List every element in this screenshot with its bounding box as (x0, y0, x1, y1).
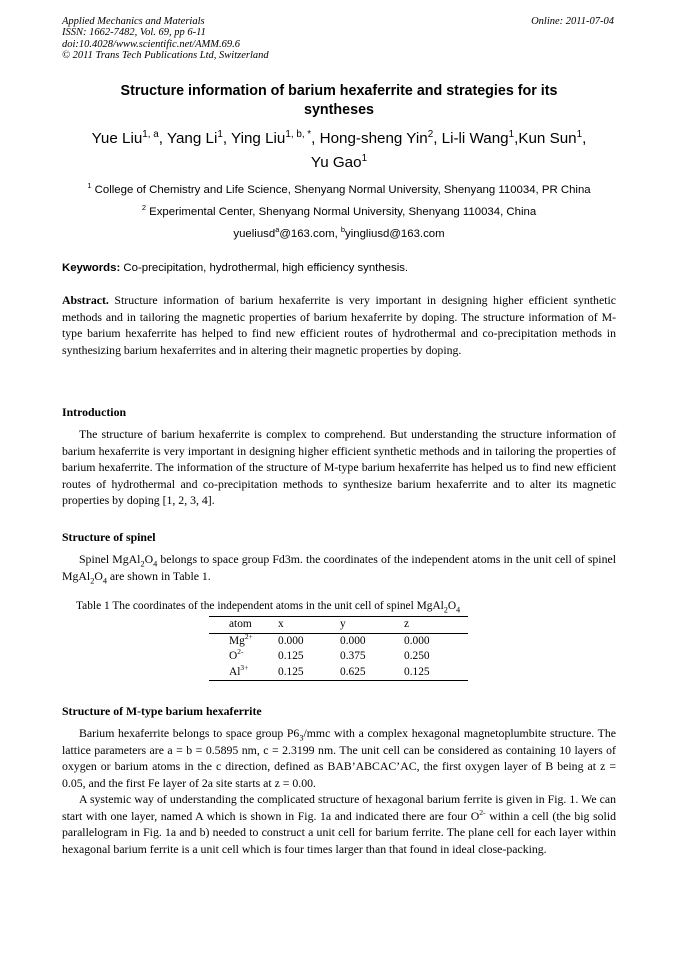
title-line-1: Structure information of barium hexaferrite and strategies for its (120, 83, 558, 99)
header-z: z (404, 618, 410, 630)
table-row (209, 662, 468, 681)
author: Yue Liu$^{1, a}$, (91, 128, 167, 147)
copyright-line: © 2011 Trans Tech Publications Ltd, Switzerland (62, 50, 269, 62)
header-y: y (340, 618, 346, 630)
atom-cell: $Al^{3+}$ (229, 662, 249, 678)
atom-cell: $O^{2-}$ (229, 647, 244, 662)
introduction-heading: Introduction (62, 405, 127, 419)
title-line-2: syntheses (304, 102, 374, 118)
z-cell: 0.250 (404, 650, 430, 662)
abstract (62, 292, 616, 358)
author: Yang Li$^1$, (166, 128, 232, 147)
y-cell: 0.000 (340, 634, 366, 647)
author: Ying Liu$^{1, b, *}$, (231, 128, 320, 147)
journal-name: Applied Mechanics and Materials (62, 16, 205, 27)
x-cell: 0.125 (278, 665, 304, 678)
issn-line: ISSN: 1662-7482, Vol. 69, pp 6-11 (62, 27, 206, 39)
author: Hong-sheng Yin$^2$, (319, 128, 442, 147)
header-x: x (278, 618, 284, 630)
journal-header (62, 16, 269, 62)
abstract-text: Structure information of barium hexaferrite is very important in designing higher efficient synthetic methods and in tailoring the magnetic properties of barium hexaferrite by doping. The structure information of M-type barium hexaferrite has helped to find new efficient routes of hydrothermal and co-precipitation methods in synthesizing barium hexaferrites and in altering their magnetic properties by doping. (62, 293, 616, 357)
affiliation-2: $^2$ Experimental Center, Shenyang Normal University, Shenyang 110034, China (141, 203, 537, 218)
spinel-heading: Structure of spinel (62, 530, 156, 544)
header-atom: atom (229, 618, 252, 630)
author-emails: yueliusd$^a$@163.com, $^b$yingliusd@163.com (233, 225, 445, 240)
table-caption: Table 1 The coordinates of the independent atoms in the unit cell of spinel $MgAl_2O_4$ (76, 600, 461, 615)
affiliation-1: $^1$ College of Chemistry and Life Science, Shenyang Normal University, Shenyang 110034, PR China (87, 181, 591, 196)
author-list (62, 127, 616, 175)
y-cell: 0.625 (340, 665, 366, 678)
y-cell: 0.375 (340, 650, 366, 662)
z-cell: 0.000 (404, 634, 430, 647)
x-cell: 0.000 (278, 634, 304, 647)
atom-cell: $Mg^{2+}$ (229, 631, 253, 647)
table-row (209, 631, 468, 650)
mtype-heading: Structure of M-type barium hexaferrite (62, 704, 262, 718)
spinel-text: Spinel $MgAl_2O_4$ belongs to space group Fd3m. the coordinates of the independent atoms in the unit cell of spinel $MgAl_2O_4$ are shown in Table 1. (62, 552, 616, 585)
x-cell: 0.125 (278, 650, 304, 662)
introduction-text: The structure of barium hexaferrite is complex to comprehend. But understanding the structure information of barium hexaferrite is very important in designing higher efficient synthetic methods and in tailoring the properties of barium hexaferrite. The information of the structure of M-type barium hexaferrite has helped us to find new efficient routes of hydrothermal and co-precipitation methods to synthesize barium hexaferrite and to alter its magnetic properties by doping [1, 2, 3, 4]. (62, 427, 616, 508)
keywords-text: Co-precipitation, hydrothermal, high efficiency synthesis. (120, 262, 409, 274)
mtype-paragraph-1: Barium hexaferrite belongs to space group $P6_3$/mmc with a complex hexagonal magnetoplumbite structure. The lattice parameters are a = b = 0.5895 nm, c = 2.3199 nm. The unit cell can be considered as containing 10 layers of oxygen or barium atoms in the c direction, defined as BAB’ABCAC’AC, the first oxygen layer of B being at z = 0.05, and the first Fe layer of 2a site starts at z = 0.00. (62, 726, 616, 790)
author: Kun Sun$^1$, (518, 128, 587, 147)
keywords (62, 261, 616, 275)
paper-title (62, 82, 616, 120)
coordinates-table (209, 616, 468, 681)
keywords-label: Keywords: (62, 262, 121, 274)
mtype-paragraph-2: A systemic way of understanding the complicated structure of hexagonal barium ferrite is given in Fig. 1. We can start with one layer, named A which is shown in Fig. 1a and indicated there are four $O^{2-}$ within a cell (the big solid parallelogram in Fig. 1a and b) needed to construct a unit cell for barium ferrite. The plane cell for each layer within hexagonal barium ferrite is a unit cell which is four times larger than that found in ideal close-packing. (62, 792, 616, 856)
online-date: Online: 2011-07-04 (531, 16, 614, 27)
doi-line: doi:10.4028/www.scientific.net/AMM.69.6 (62, 38, 240, 50)
author: Yu Gao$^1$ (310, 152, 368, 171)
abstract-label: Abstract. (62, 293, 109, 307)
z-cell: 0.125 (404, 665, 430, 678)
author: Li-li Wang$^1$, (441, 128, 519, 147)
